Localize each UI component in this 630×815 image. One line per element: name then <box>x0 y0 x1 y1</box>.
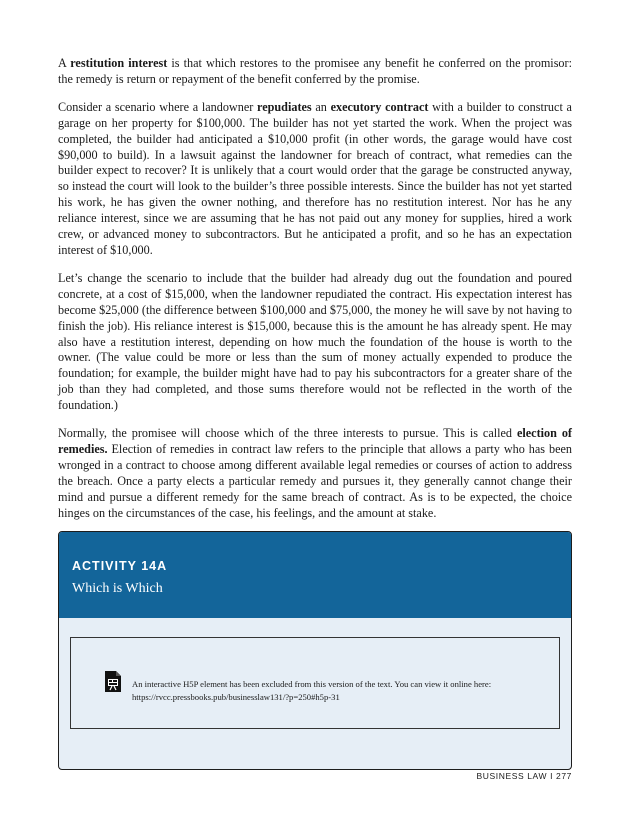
activity-title: Which is Which <box>72 581 163 596</box>
page-footer: BUSINESS LAW I 277 <box>476 771 572 781</box>
paragraph-restitution <box>58 56 572 88</box>
text-run: with a builder to construct a garage on her property for $100,000. The builder has not yet started the work. When the project was completed, the builder had anticipated a $10,000 profit (in other words, the garage would have cost $90,000 to build). In a lawsuit against the landowner for breach of contract, what remedies can the builder expect to recover? It is unlikely that a court would order that the garage be constructed anyway, so instead the court will look to the builder’s three possible interests. Since the builder has not yet started his work, he has given the owner nothing, and therefore has no restitution interest. Nor has he any reliance interest, since we are assuming that he has not paid out any money for supplies, hired a work crew, or advanced money to subcontractors. But he anticipated a profit, and so he has an expectation interest of $10,000. <box>58 99 572 257</box>
h5p-notice-line: An interactive H5P element has been excluded from this version of the text. You can view it online here: <box>132 679 492 689</box>
h5p-excluded-notice <box>70 637 560 729</box>
paragraph-changed-scenario <box>58 271 572 414</box>
h5p-notice-text <box>132 678 542 704</box>
text-run: Consider a scenario where a landowner <box>58 99 258 114</box>
main-content <box>58 56 572 533</box>
activity-box <box>58 531 572 770</box>
text-run: Normally, the promisee will choose which of the three interests to pursue. This is called <box>58 426 517 441</box>
h5p-presentation-icon <box>105 671 121 692</box>
bold-term: executory contract <box>330 99 429 114</box>
bold-term: election of remedies. <box>58 426 572 456</box>
text-run: Let’s change the scenario to include that the builder had already dug out the foundation and poured concrete, at a cost of $15,000, when the landowner repudiated the contract. His expectation interest has become $25,000 (the difference between $100,000 and $75,000, the money he will save by not having to finish the job). His reliance interest is $15,000, because this is the amount he has already spent. He may also have a restitution interest, depending on how much the foundation of the house is worth to the owner. (The value could be more or less than the sum of money actually expended to produce the foundation; for example, the builder might have had to pay his subcontractors for a greater share of the job than they had completed, and those sums therefore would not be reflected in the worth of the foundation.) <box>58 270 572 413</box>
text-run: Election of remedies in contract law refers to the principle that allows a party who has been wronged in a contract to choose among different available legal remedies or courses of action to address the breach. Once a party elects a particular remedy and pursues it, they generally cannot change their mind and pursue a different remedy for the same breach of contract. As is to be expected, the choice hinges on the circumstances of the case, his feelings, and the amount at stake. <box>58 441 572 520</box>
text-run: an <box>311 99 331 114</box>
bold-term: restitution interest <box>70 56 168 70</box>
paragraph-scenario <box>58 100 572 259</box>
text-run: is that which restores to the promisee any benefit he conferred on the promisor: the remedy is return or repayment of the benefit conferred by the promise. <box>58 56 572 86</box>
bold-term: repudiates <box>257 99 312 114</box>
activity-header <box>59 532 571 618</box>
h5p-link[interactable]: https://rvcc.pressbooks.pub/businesslaw131/?p=250#h5p-31 <box>132 692 340 702</box>
text-run: A <box>58 56 71 70</box>
paragraph-election-of-remedies <box>58 426 572 521</box>
activity-label: ACTIVITY 14A <box>72 559 168 573</box>
